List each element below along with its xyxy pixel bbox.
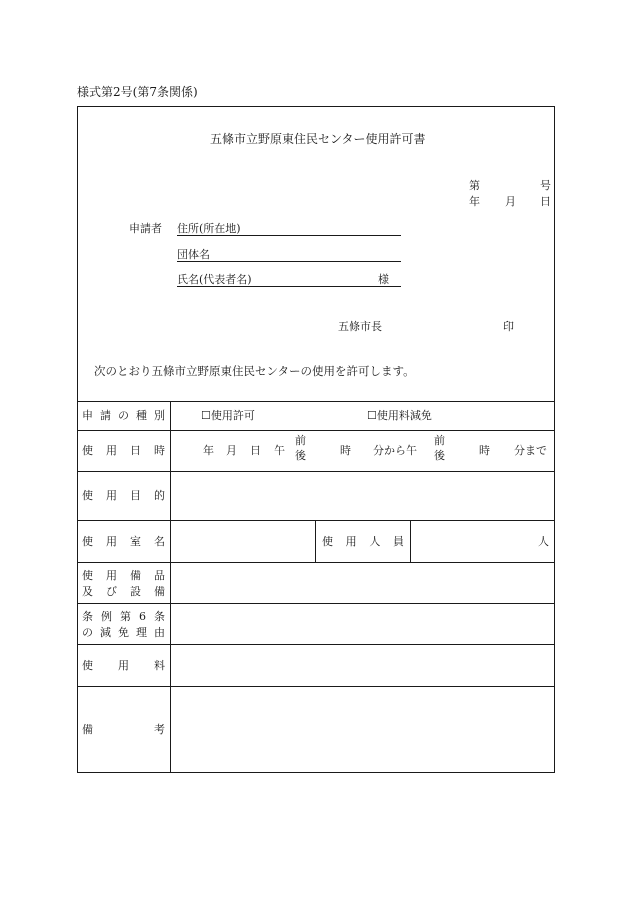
datetime-label: 使 用 日 時 [82,444,165,457]
equipment-label-line2: 及 び 設 備 [82,585,165,598]
number-dai: 第 [469,179,480,192]
row-rule [77,644,555,645]
permission-statement: 次のとおり五條市立野原東住民センターの使用を許可します。 [94,364,415,378]
dt-year: 年 [203,444,214,457]
equipment-label-line1: 使 用 備 品 [82,569,165,582]
sama-suffix: 様 [378,273,389,286]
table-top-rule [77,401,555,402]
seal-mark: 印 [503,320,514,333]
name-label: 氏名(代表者名) [177,273,252,286]
date-year: 年 [469,195,480,208]
group-underline [177,261,401,262]
purpose-label: 使 用 目 的 [82,489,165,502]
dt-from: 分から午 [373,444,417,457]
label-column-rule [170,401,171,773]
kind-label: 申 請 の 種 別 [82,409,165,422]
date-day: 日 [540,195,551,208]
dt-day: 日 [250,444,261,457]
room-label: 使 用 室 名 [82,535,165,548]
am-pm-start: 前 後 [295,434,306,462]
dt-end-hour: 時 [479,444,490,457]
date-month: 月 [505,195,516,208]
row-rule [77,471,555,472]
name-underline [177,286,401,287]
fee-label: 使 用 料 [82,659,165,672]
dt-go: 午 [274,444,285,457]
persons-unit: 人 [538,535,549,548]
number-go: 号 [540,179,551,192]
row-rule [77,686,555,687]
row-rule [77,603,555,604]
address-label: 住所(所在地) [177,222,241,235]
form-caption: 様式第2号(第7条関係) [77,85,198,99]
room-divider-2 [410,520,411,562]
dt-until: 分まで [514,444,547,457]
group-label: 団体名 [177,248,210,261]
room-divider-1 [315,520,316,562]
dt-start-hour: 時 [340,444,351,457]
remarks-label: 備 考 [82,723,165,736]
am-pm-end: 前 後 [434,434,445,462]
exemption-label-line2: の 減 免 理 由 [82,626,165,639]
exemption-label-line1: 条 例 第 6 条 [82,610,165,623]
issuer-name: 五條市長 [338,320,382,333]
fee-exemption-checkbox[interactable]: ☐使用料減免 [367,409,432,422]
dt-month: 月 [226,444,237,457]
form-frame [77,106,555,773]
address-underline [177,235,401,236]
use-permit-checkbox[interactable]: ☐使用許可 [201,409,255,422]
row-rule [77,430,555,431]
row-rule [77,562,555,563]
persons-label: 使 用 人 員 [322,535,404,548]
form-title: 五條市立野原東住民センター使用許可書 [210,132,426,146]
applicant-label: 申請者 [129,222,162,235]
row-rule [77,520,555,521]
